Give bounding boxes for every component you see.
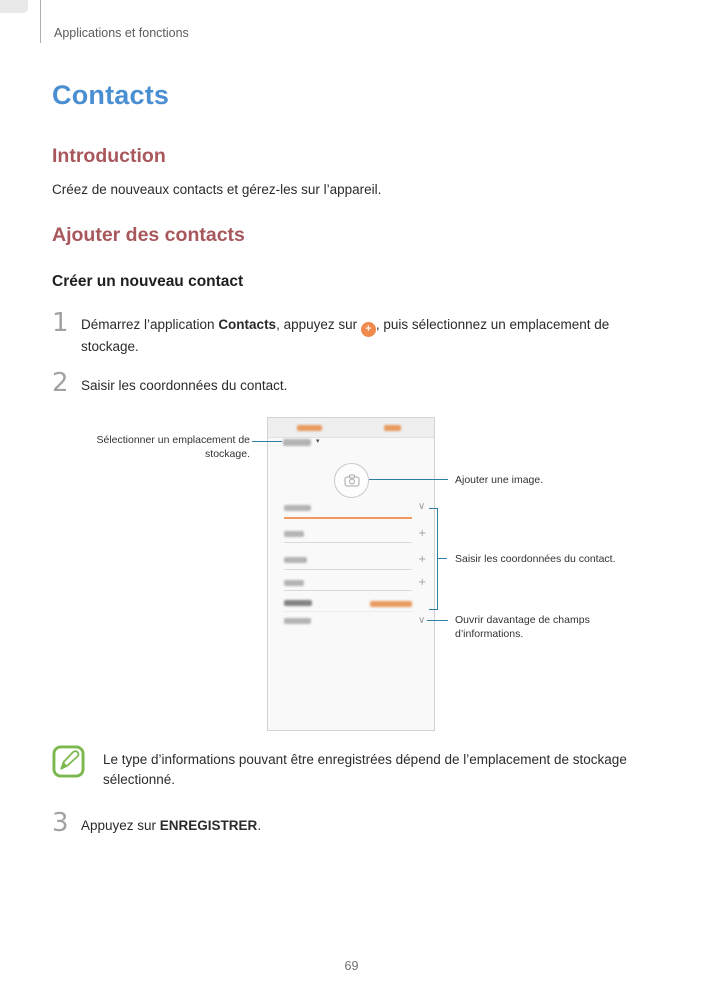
phone-field-underline bbox=[284, 569, 412, 570]
step-1-text-end: , puis sélectionnez un emplacement de stockage. bbox=[81, 317, 610, 354]
step-1-text-start: Démarrez l’application bbox=[81, 317, 219, 332]
step-3-text-start: Appuyez sur bbox=[81, 818, 160, 833]
callout-details-bracket-bottom bbox=[429, 609, 437, 610]
callout-details-bracket-top bbox=[429, 508, 437, 509]
chapter-header: Applications et fonctions bbox=[54, 26, 189, 40]
corner-tab bbox=[0, 0, 28, 13]
subheading-create-contact: Créer un nouveau contact bbox=[52, 273, 244, 290]
name-field-underline bbox=[284, 517, 412, 519]
plus-icon: + bbox=[418, 554, 427, 565]
work-field-blur bbox=[284, 531, 304, 537]
callout-details-tick bbox=[438, 558, 447, 559]
groups-value-blur bbox=[370, 601, 412, 607]
caret-down-icon: ▾ bbox=[316, 438, 320, 445]
page-number: 69 bbox=[344, 959, 359, 973]
header-divider bbox=[40, 0, 41, 43]
more-field-blur bbox=[284, 618, 311, 624]
step-3-text bbox=[81, 816, 613, 836]
callout-details-label: Saisir les coordonnées du contact. bbox=[455, 553, 616, 565]
app-name-contacts: Contacts bbox=[218, 317, 277, 332]
section-heading-add-contacts: Ajouter des contacts bbox=[52, 224, 245, 246]
note-text: Le type d’informations pouvant être enregistrées dépend de l’emplacement de stockage sélectionné. bbox=[103, 752, 627, 787]
step-1-text bbox=[81, 315, 613, 357]
step-number-3: 3 bbox=[52, 808, 69, 838]
callout-more-line bbox=[427, 620, 448, 621]
camera-icon bbox=[344, 474, 360, 487]
step-number-2: 2 bbox=[52, 368, 69, 398]
save-button-name: ENREGISTRER bbox=[159, 818, 258, 833]
plus-icon: + bbox=[418, 528, 427, 539]
page-title: Contacts bbox=[52, 80, 170, 110]
chevron-down-icon: ∨ bbox=[418, 501, 426, 512]
email-field-blur bbox=[284, 580, 304, 586]
plus-icon: + bbox=[418, 577, 427, 588]
step-number-1: 1 bbox=[52, 308, 69, 338]
callout-details-bracket bbox=[437, 508, 438, 610]
callout-image-label: Ajouter une image. bbox=[455, 474, 544, 486]
step-1-text-mid: , appuyez sur bbox=[276, 317, 361, 332]
callout-more-label: Ouvrir davantage de champs d’informations. bbox=[455, 614, 590, 640]
phone-field-blur bbox=[284, 557, 307, 563]
name-field-blur bbox=[284, 505, 311, 511]
callout-storage-label: Sélectionner un emplacement de stockage. bbox=[96, 434, 250, 460]
chevron-down-icon: ∨ bbox=[418, 615, 426, 626]
add-photo-button bbox=[334, 463, 369, 498]
introduction-body: Créez de nouveaux contacts et gérez-les sur l’appareil. bbox=[52, 182, 382, 197]
add-contact-icon: + bbox=[361, 322, 376, 337]
phone-screenshot bbox=[267, 417, 435, 731]
note-icon bbox=[52, 745, 85, 778]
work-field-underline bbox=[284, 542, 412, 543]
section-heading-introduction: Introduction bbox=[52, 145, 166, 167]
save-button-blur bbox=[384, 425, 401, 431]
cancel-button-blur bbox=[297, 425, 322, 431]
callout-storage-line bbox=[252, 441, 282, 442]
step-3-text-end: . bbox=[257, 818, 262, 833]
groups-underline bbox=[284, 611, 412, 612]
groups-label-blur bbox=[284, 600, 312, 606]
step-2-text: Saisir les coordonnées du contact. bbox=[81, 378, 288, 393]
email-field-underline bbox=[284, 590, 412, 591]
phone-topbar bbox=[268, 418, 434, 438]
storage-selector-blur bbox=[283, 439, 311, 446]
callout-image-line bbox=[369, 479, 448, 480]
